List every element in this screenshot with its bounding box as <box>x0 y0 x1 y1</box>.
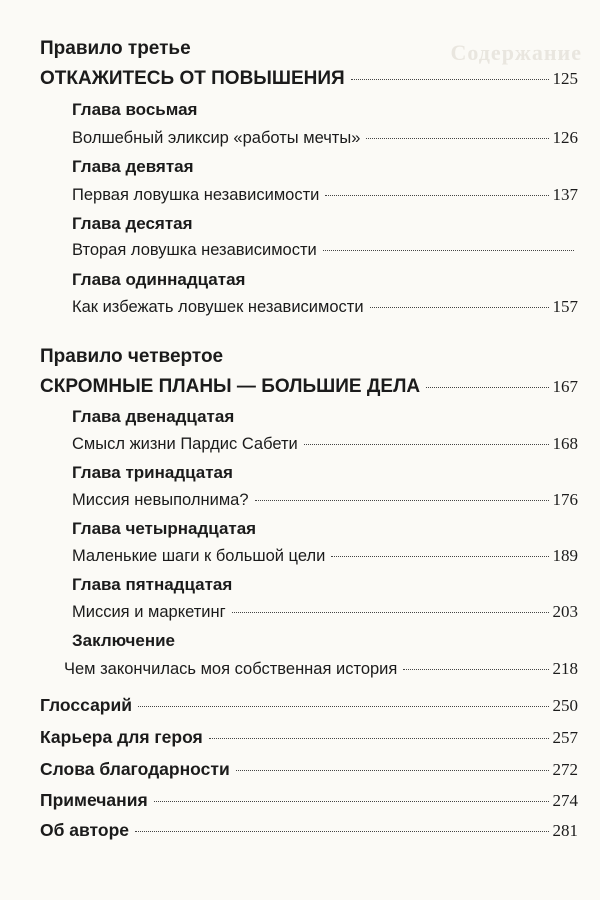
chapter-title: Миссия невыполнима? <box>72 491 249 509</box>
backmatter-title: Примечания <box>40 790 148 810</box>
toc-entry-backmatter[interactable] <box>40 820 578 841</box>
page-number: 168 <box>552 434 578 453</box>
chapter-head: Глава десятая <box>72 214 193 233</box>
chapter-title: Смысл жизни Пардис Сабети <box>72 435 298 453</box>
toc-entry-chapter[interactable] <box>72 434 578 454</box>
page-number: 274 <box>552 791 578 810</box>
dot-leader <box>154 801 549 802</box>
page-number: 203 <box>552 602 578 621</box>
dot-leader <box>138 706 548 707</box>
toc-entry-chapter[interactable] <box>72 602 578 622</box>
toc-entry-backmatter[interactable] <box>40 759 578 780</box>
chapter-title: Чем закончилась моя собственная история <box>64 660 398 678</box>
dot-leader <box>325 195 548 196</box>
chapter-head: Глава восьмая <box>72 100 198 119</box>
dot-leader <box>255 500 549 501</box>
page-number: 218 <box>552 659 578 678</box>
toc-entry-chapter[interactable] <box>72 241 578 260</box>
dot-leader <box>370 307 549 308</box>
page-number: 272 <box>552 760 578 779</box>
dot-leader <box>135 831 549 832</box>
page-number: 126 <box>552 128 578 147</box>
toc-entry-chapter[interactable] <box>72 297 578 317</box>
chapter-head: Глава девятая <box>72 157 194 176</box>
toc-entry-section[interactable] <box>40 376 578 398</box>
page-number: 167 <box>552 377 578 396</box>
toc-entry-backmatter[interactable] <box>40 695 578 716</box>
section-label: Правило третье <box>40 38 191 59</box>
dot-leader <box>323 250 574 251</box>
chapter-title: Маленькие шаги к большой цели <box>72 547 326 565</box>
backmatter-title: Слова благодарности <box>40 759 230 779</box>
dot-leader <box>304 444 549 445</box>
toc-entry-chapter[interactable] <box>72 185 578 205</box>
dot-leader <box>331 556 548 557</box>
chapter-head: Глава тринадцатая <box>72 463 233 482</box>
page-number: 157 <box>552 297 578 316</box>
section-title: СКРОМНЫЕ ПЛАНЫ — БОЛЬШИЕ ДЕЛА <box>40 376 421 397</box>
dot-leader <box>366 138 548 139</box>
toc-entry-chapter[interactable] <box>72 128 578 148</box>
toc-entry-backmatter[interactable] <box>40 727 578 748</box>
chapter-title: Как избежать ловушек независимости <box>72 298 364 316</box>
chapter-title: Первая ловушка независимости <box>72 186 320 204</box>
page-number: 281 <box>552 821 578 840</box>
dot-leader <box>209 738 549 739</box>
section-label: Правило четвертое <box>40 346 224 367</box>
dot-leader <box>351 79 549 80</box>
page-number: 137 <box>552 185 578 204</box>
chapter-head: Глава пятнадцатая <box>72 575 233 594</box>
bleed-through-text: Содержание <box>450 40 582 65</box>
toc-entry-chapter[interactable] <box>64 659 578 679</box>
dot-leader <box>426 387 548 388</box>
backmatter-title: Глоссарий <box>40 695 133 715</box>
toc-entry-backmatter[interactable] <box>40 790 578 811</box>
page-number: 176 <box>552 490 578 509</box>
backmatter-title: Карьера для героя <box>40 727 203 747</box>
toc-entry-chapter[interactable] <box>72 490 578 510</box>
dot-leader <box>232 612 549 613</box>
chapter-head: Глава четырнадцатая <box>72 519 257 538</box>
dot-leader <box>236 770 549 771</box>
section-title: ОТКАЖИТЕСЬ ОТ ПОВЫШЕНИЯ <box>40 68 345 89</box>
toc-entry-chapter[interactable] <box>72 546 578 566</box>
page-number: 189 <box>552 546 578 565</box>
page-number: 250 <box>552 696 578 715</box>
chapter-head: Заключение <box>72 631 175 650</box>
chapter-title: Вторая ловушка независимости <box>72 241 317 259</box>
chapter-title: Миссия и маркетинг <box>72 603 226 621</box>
chapter-head: Глава двенадцатая <box>72 407 235 426</box>
chapter-title: Волшебный эликсир «работы мечты» <box>72 129 361 147</box>
toc-entry-section[interactable] <box>40 68 578 90</box>
chapter-head: Глава одиннадцатая <box>72 270 246 289</box>
backmatter-title: Об авторе <box>40 820 129 840</box>
page-number: 125 <box>552 69 578 88</box>
dot-leader <box>403 669 548 670</box>
page-number: 257 <box>552 728 578 747</box>
